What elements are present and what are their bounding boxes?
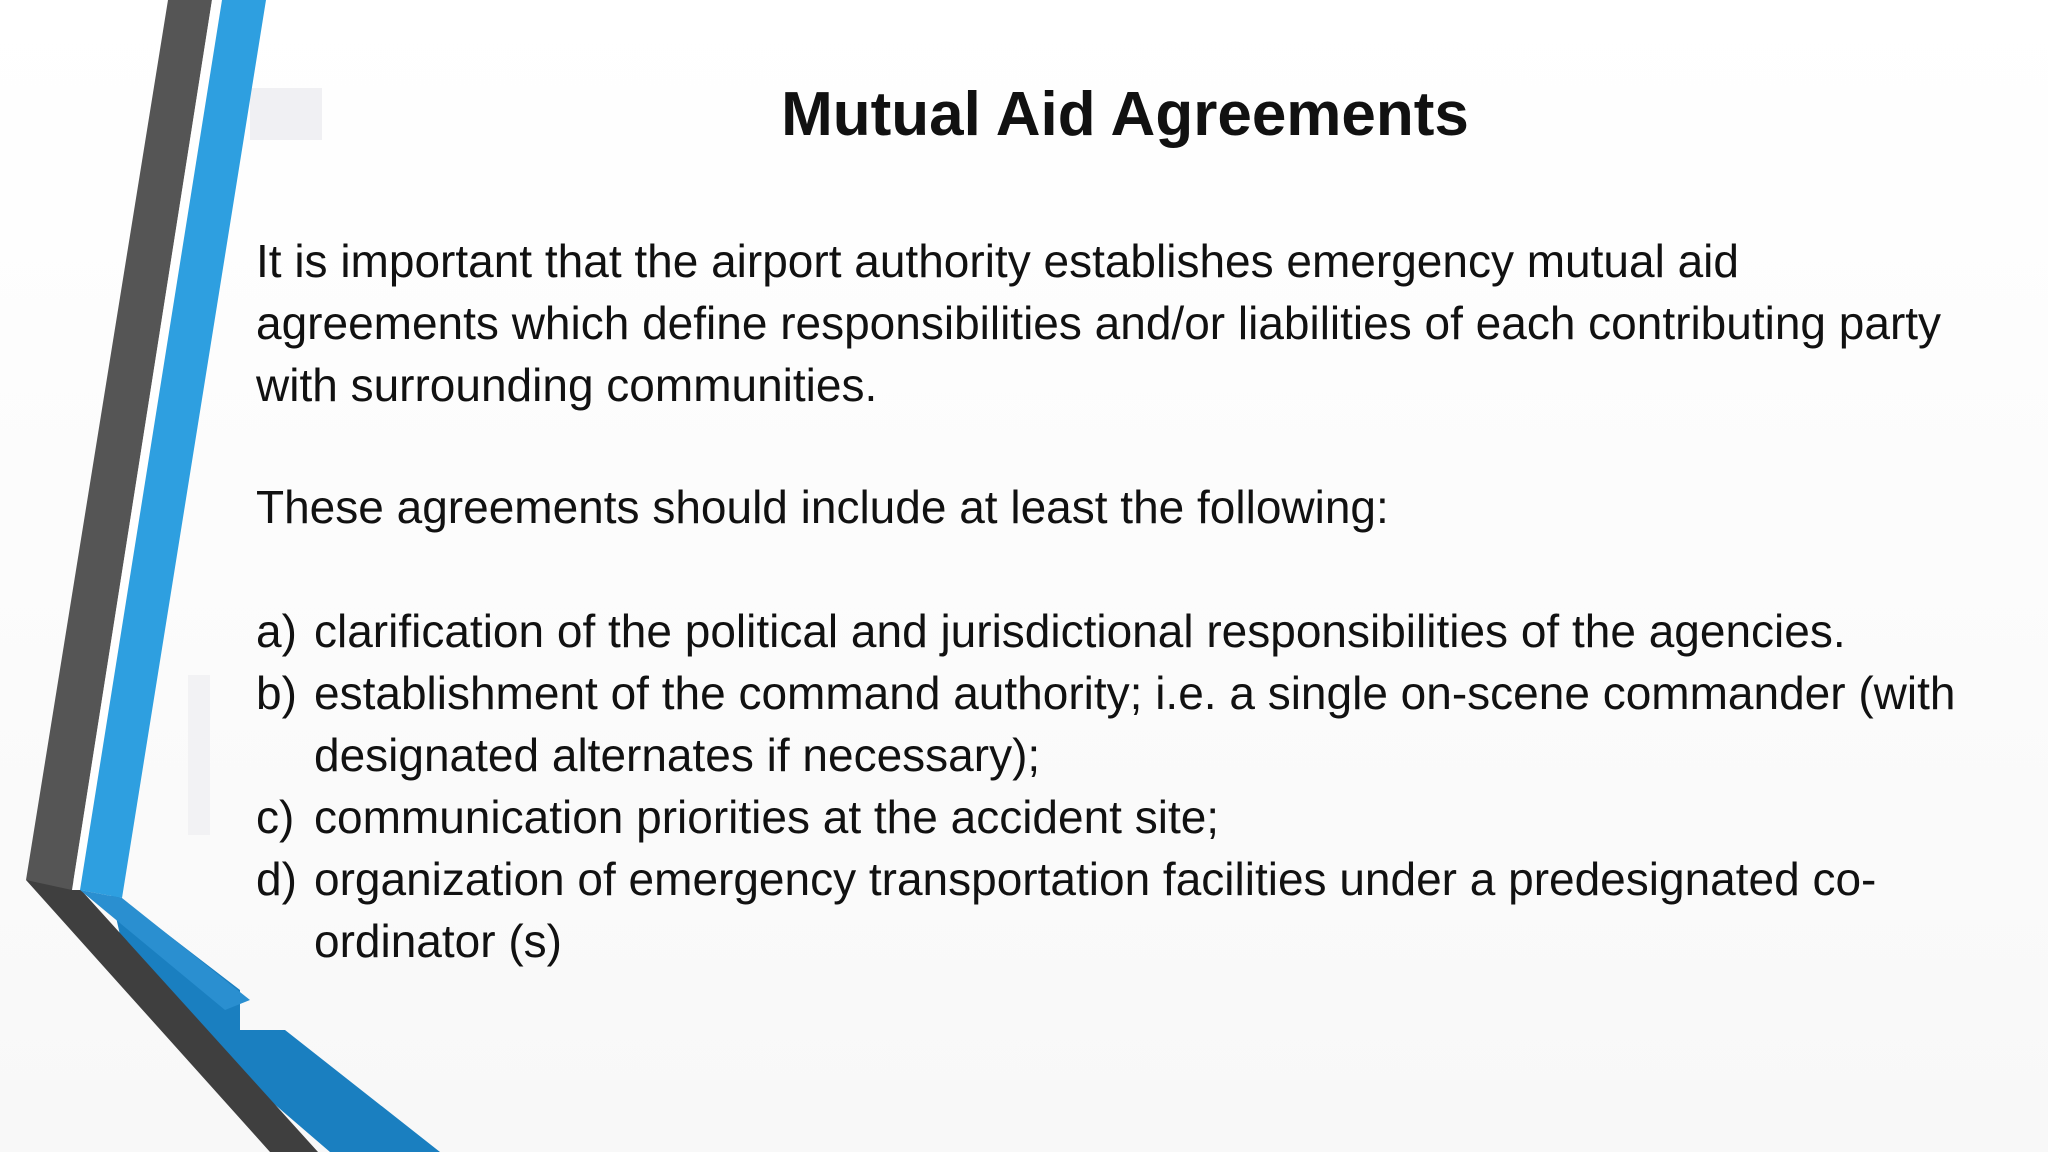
list-marker: a) [256,605,297,657]
list-item-text: clarification of the political and jurisdictional responsibilities of the agencies. [314,605,1846,657]
list-item [256,848,1996,972]
list-item-text: communication priorities at the accident site; [314,791,1220,843]
list-marker: c) [256,791,295,843]
list-item [256,600,1996,662]
list-marker: d) [256,853,297,905]
lead-sentence: These agreements should include at least the following: [256,481,1389,533]
list-marker: b) [256,667,297,719]
list-item-text: establishment of the command authority; i.e. a single on-scene commander (with designated alternates if necessary); [314,667,1956,781]
watermark-shape [188,675,210,835]
list-item-text: organization of emergency transportation facilities under a predesignated co-ordinator (s) [314,853,1877,967]
list-item [256,786,1996,848]
intro-paragraph: It is important that the airport authority establishes emergency mutual aid agreements which define responsibilities and/or liabilities of each contributing party with surrounding communities. [256,235,1942,411]
list-item [256,662,1996,786]
slide-title: Mutual Aid Agreements [781,80,1469,149]
agreement-items-list [256,600,1996,972]
